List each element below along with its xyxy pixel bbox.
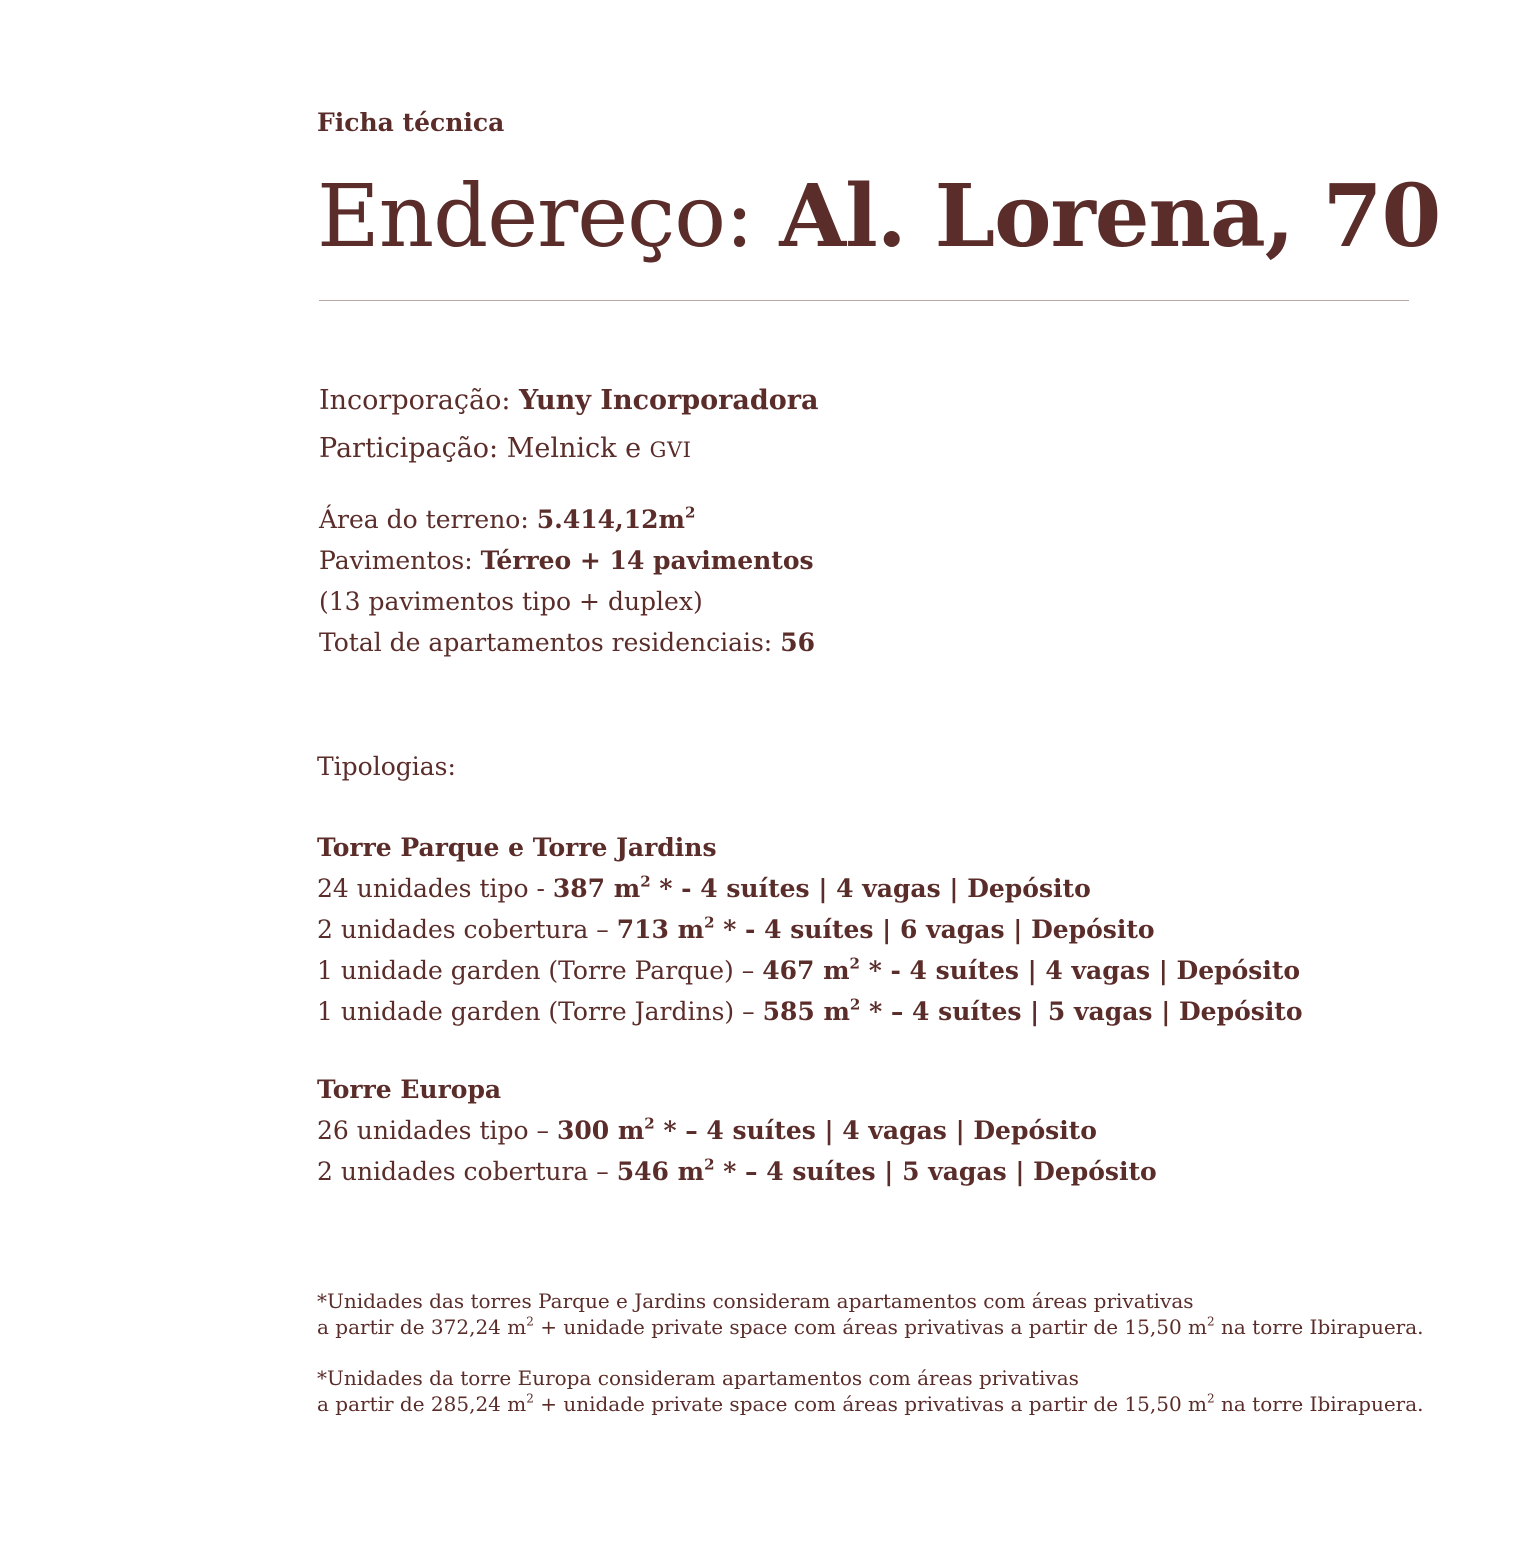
floors-note: (13 pavimentos tipo + duplex) [319,587,703,616]
row-area: 467 $m^2$ * - 4 suítes | 4 vagas | Depósito [762,954,1301,985]
footnote-2-line1: *Unidades da torre Europa consideram apartamentos com áreas privativas [317,1366,1079,1390]
floors-value: Térreo + 14 pavimentos [480,546,814,575]
land-area-label: Área do terreno: [319,505,529,534]
footnote-1-line2: a partir de 372,24 $m^2$ + unidade private space com áreas privativas a partir de 15,50 $m^2$ na torre Ibirapuera. [317,1314,1424,1339]
row-desc: 24 unidades tipo - [317,874,545,903]
total-units-value: 56 [780,628,815,657]
row-area: 387 $m^2$ * - 4 suítes | 4 vagas | Depósito [552,872,1091,903]
developer-label: Incorporação: [319,385,511,416]
row-desc: 2 unidades cobertura – [317,1157,609,1186]
section-kicker: Ficha técnica [317,108,505,137]
address-value: Al. Lorena, 70 [779,166,1441,267]
land-area-value: $5.414,12m^2$ [536,503,696,534]
row-area: 713 $m^2$ * - 4 suítes | 6 vagas | Depósito [616,913,1155,944]
tower-a-title: Torre Parque e Torre Jardins [317,833,717,862]
tower-b-row [317,1114,1097,1148]
row-desc: 1 unidade garden (Torre Jardins) – [317,997,755,1026]
footnote-2 [317,1365,1424,1417]
row-area: 546 $m^2$ * – 4 suítes | 5 vagas | Depósito [616,1155,1157,1186]
total-units-label: Total de apartamentos residenciais: [319,628,773,657]
tower-a-row [317,913,1155,947]
participation-value: Melnick e [506,433,642,464]
tower-a-row [317,872,1091,906]
tower-a-row [317,954,1300,988]
floors-label: Pavimentos: [319,546,473,575]
tower-b-title: Torre Europa [317,1075,502,1104]
developer-value: Yuny Incorporadora [519,385,819,416]
footnote-2-line2: a partir de 285,24 $m^2$ + unidade private space com áreas privativas a partir de 15,50 $m^2$ na torre Ibirapuera. [317,1391,1424,1416]
participation-value-small: GVI [649,437,692,462]
participation-label: Participação: [319,433,499,464]
tower-a-row [317,995,1303,1029]
total-units-line [319,626,815,660]
row-desc: 26 unidades tipo – [317,1116,549,1145]
land-area-line [319,503,695,537]
typologies-label: Tipologias: [317,752,456,781]
address-label: Endereço: [317,167,754,267]
footnote-1-line1: *Unidades das torres Parque e Jardins consideram apartamentos com áreas privativas [317,1289,1194,1313]
divider [319,300,1409,301]
participation-line [319,432,692,467]
address-heading [317,162,1440,272]
tower-b-row [317,1155,1157,1189]
footnote-1 [317,1288,1424,1340]
floors-line [319,544,814,578]
row-desc: 1 unidade garden (Torre Parque) – [317,956,755,985]
developer-line [319,384,818,418]
row-area: 585 $m^2$ * – 4 suítes | 5 vagas | Depósito [762,995,1303,1026]
row-area: 300 $m^2$ * – 4 suítes | 4 vagas | Depósito [556,1114,1097,1145]
row-desc: 2 unidades cobertura – [317,915,609,944]
